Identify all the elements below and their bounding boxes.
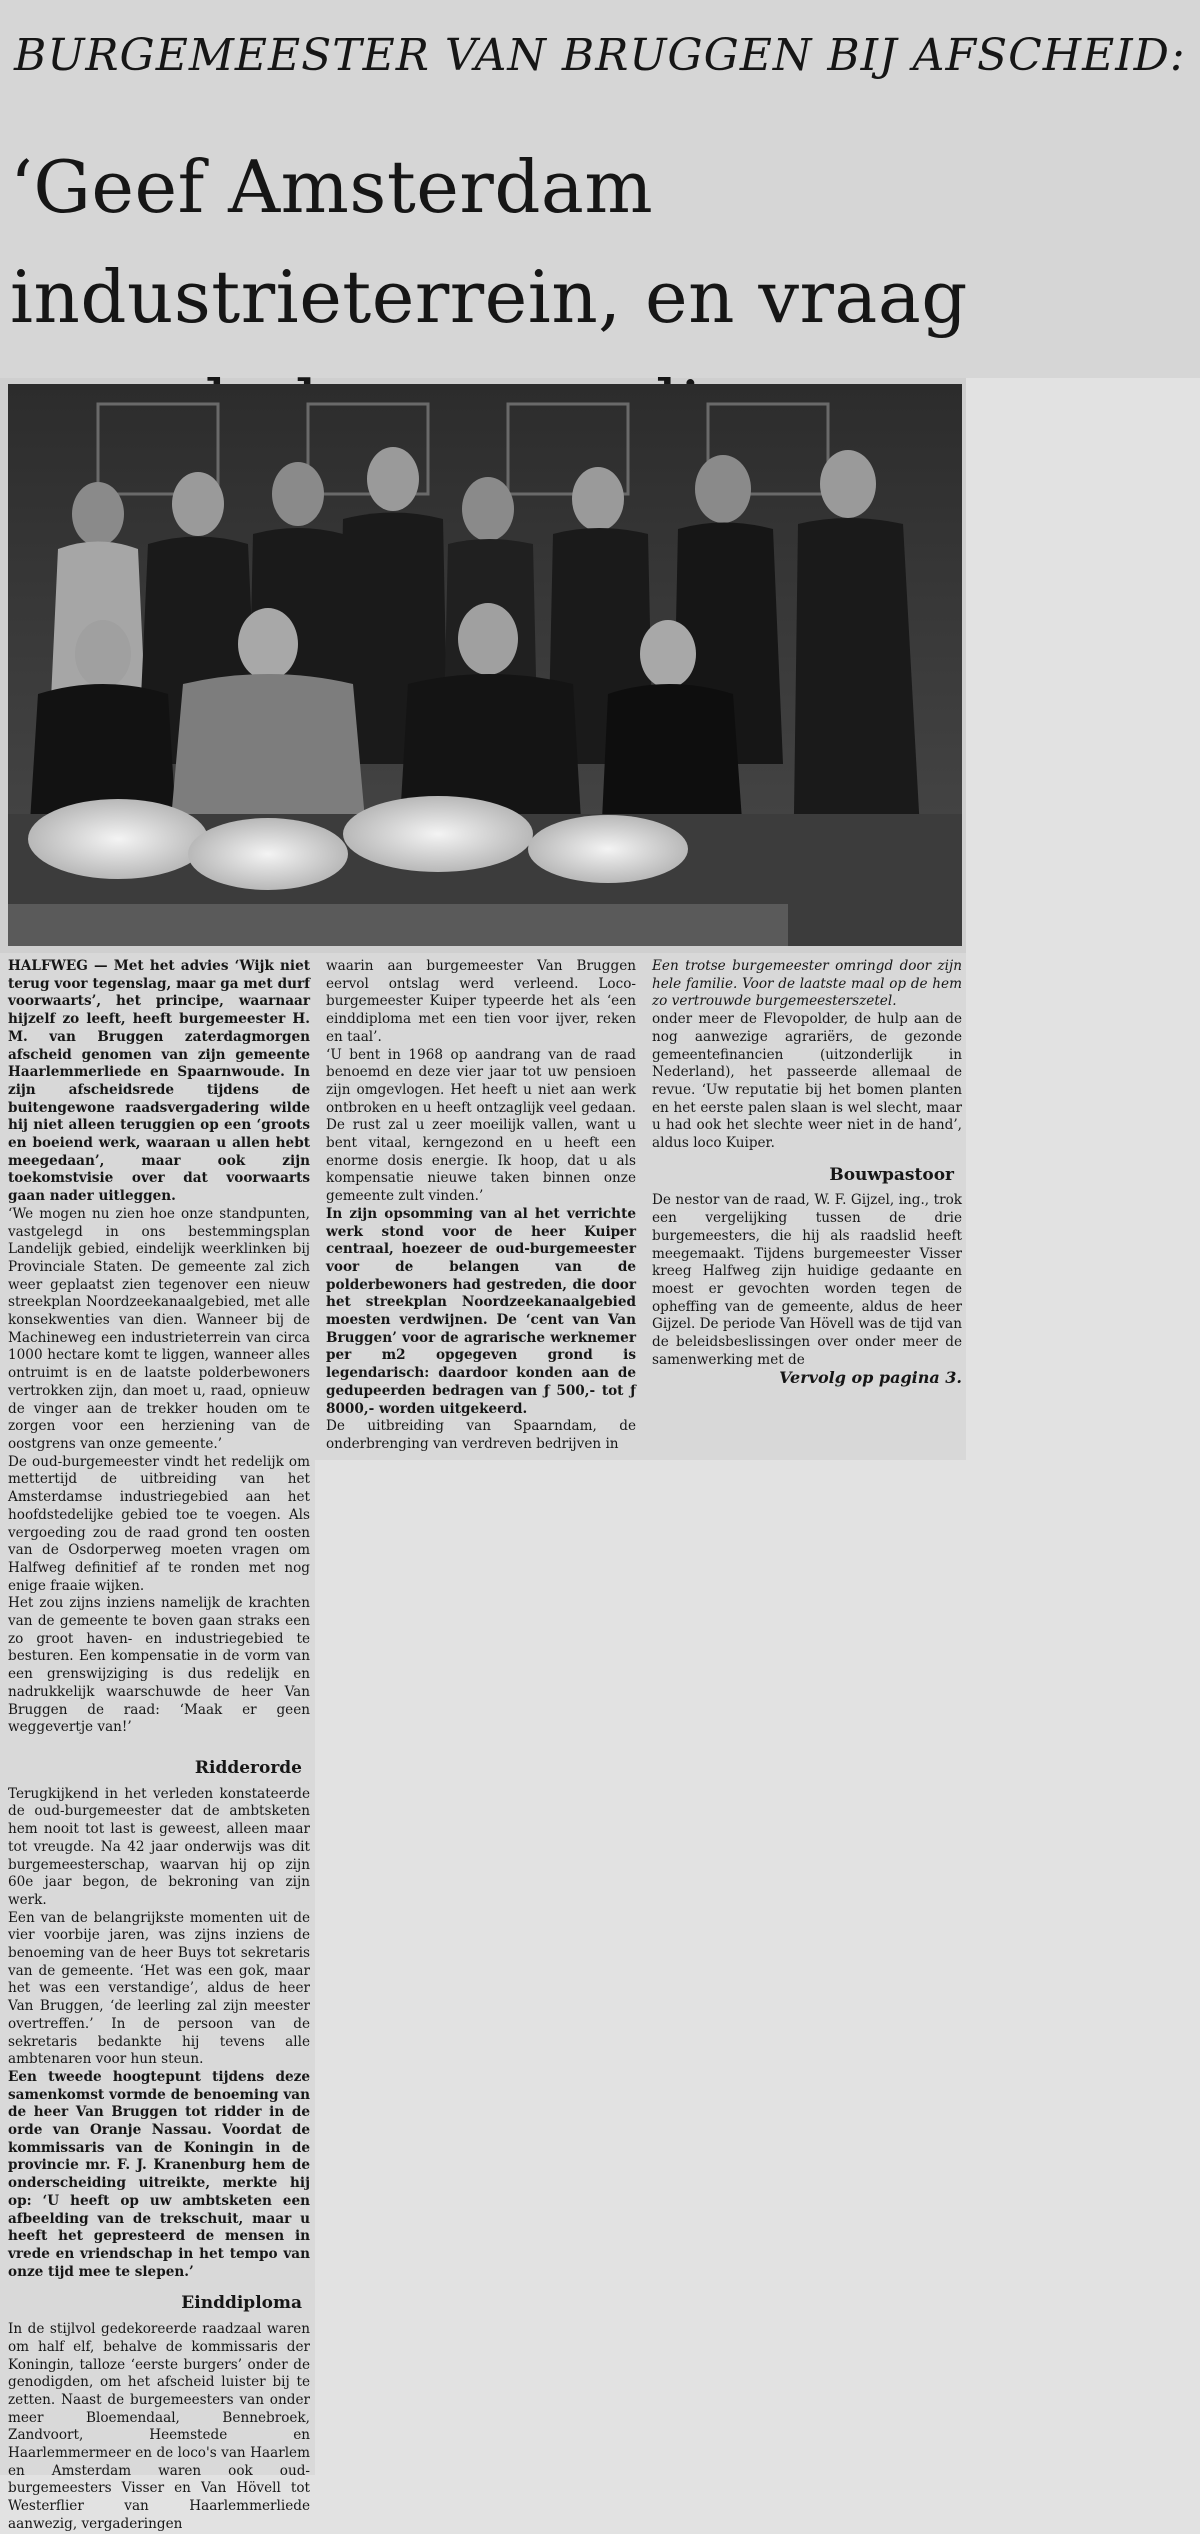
article-column-3 (652, 958, 962, 1387)
article-column-1 (8, 958, 310, 1737)
article-headline: ‘Geef Amsterdam industrieterrein, en vraag (10, 145, 968, 339)
subheading-bouwpastoor: Bouwpastoor (829, 1164, 954, 1185)
article-paragraph: Een van de belangrijkste momenten uit de vier voorbije jaren, was zijns inziens de benoeming van de heer Buys tot sekretaris van de gemeente. ‘Het was een gok, maar het was een verstandige’, aldus de heer Van Bruggen, ‘de leerling zal zijn meester overtreffen.’ In de persoon van de sekretaris bedankte hij tevens alle ambtenaren voor hun steun. (8, 1909, 310, 2068)
article-paragraph: ‘U bent in 1968 op aandrang van de raad benoemd en deze vier jaar tot uw pensioen zijn omgevlogen. Het heeft u niet aan werk ontbroken en u heeft ontzaglijk veel gedaan. De rust zal u zeer moeilijk vallen, want u bent vitaal, kerngezond en u heeft een enorme dosis energie. Ik hoop, dat u als kompensatie nieuwe taken binnen onze gemeente zult vinden.’ (326, 1046, 636, 1205)
article-paragraph: In de stijlvol gedekoreerde raadzaal waren om half elf, behalve de kommissaris der Koningin, talloze ‘eerste burgers’ onder de genodigden, om het afscheid luister bij te zetten. Naast de burgemeesters van onder meer Bloemendaal, Bennebroek, Zandvoort, Heemstede en Haarlemmermeer en de loco's van Haarlem en Amsterdam waren ook oud-burgemeesters Visser en Van Hövell tot Westerflier van Haarlemmerliede aanwezig, vergaderingen (8, 2321, 310, 2532)
subheading-ridderorde: Ridderorde (194, 1758, 302, 1778)
article-column-1-continued (8, 1746, 310, 2534)
article-paragraph: De oud-burgemeester vindt het redelijk om mettertijd de uitbreiding van het Amsterdamse industriegebied aan het hoofdstedelijke gebied toe te voegen. Als vergoeding zou de raad grond ten oosten van de Osdorperweg moeten vragen om Halfweg definitief af te ronden met nog enige fraaie wijken. (8, 1453, 310, 1594)
article-column-2 (326, 958, 636, 1454)
family-group-photo (8, 384, 962, 946)
article-paragraph-bold: In zijn opsomming van al het verrichte werk stond voor de heer Kuiper centraal, hoezeer de oud-burgemeester voor de belangen van de polderbewoners had gestreden, die door het streekplan Noordzeekanaalgebied moesten verdwijnen. De ‘cent van Van Bruggen’ voor de agrarische werknemer per m2 opgegeven grond is legendarisch: daardoor konden aan de gedupeerden bedragen van ƒ 500,- tot ƒ 8000,- worden uitgekeerd. (326, 1205, 636, 1417)
article-paragraph: Terugkijkend in het verleden konstateerde de oud-burgemeester dat de ambtsketen hem nooit tot last is geweest, alleen maar tot vreugde. Na 42 jaar onderwijs was dit burgemeesterschap, waarvan hij op zijn 60e jaar begon, de bekroning van zijn werk. (8, 1785, 310, 1908)
subheading-einddiploma: Einddiploma (181, 2293, 302, 2314)
article-paragraph: De nestor van de raad, W. F. Gijzel, ing., trok een vergelijking tussen de drie burgemeesters, die hij als raadslid heeft meegemaakt. Tijdens burgemeester Visser kreeg Halfweg zijn huidige gedaante en moest er gevochten worden tegen de opheffing van de gemeente, aldus de heer Gijzel. De periode Van Hövell was de tijd van de beleidsbeslissingen over onder meer de samenwerking met de (652, 1192, 962, 1368)
article-paragraph: Het zou zijns inziens namelijk de krachten van de gemeente te boven gaan straks een zo groot haven- en industriegebied te besturen. Een kompensatie in de vorm van een grenswijziging is dus redelijk en nadrukkelijk waarschuwde de heer Van Bruggen de raad: ‘Maak er geen weggevertje van!’ (8, 1595, 310, 1736)
photo-caption: Een trotse burgemeester omringd door zijn hele familie. Voor de laatste maal op de hem zo vertrouwde burgemeesterszetel. (652, 958, 962, 1010)
article-lead: HALFWEG — Met het advies ‘Wijk niet terug voor tegenslag, maar ga met durf voorwaarts’, het principe, waarnaar hijzelf zo leeft, heeft burgemeester H. M. van Bruggen zaterdagmorgen afscheid genomen van zijn gemeente Haarlemmerliede en Spaarnwoude. In zijn afscheidsrede tijdens de buitengewone raadsvergadering wilde hij niet alleen teruggien op een ‘groots en boeiend werk, waaraan u allen hebt meegedaan’, maar ook zijn toekomstvisie over dat voorwaarts gaan nader uitleggen. (8, 958, 310, 1205)
article-paragraph-bold: Een tweede hoogtepunt tijdens deze samenkomst vormde de benoeming van de heer Van Bruggen tot ridder in de orde van Oranje Nassau. Voordat de kommissaris van de Koningin in de provincie mr. F. J. Kranenburg hem de onderscheiding uitreikte, merkte hij op: ‘U heeft op uw ambtsketen een afbeelding van de trekschuit, maar u heeft het gepresteerd de mensen in vrede en vriendschap in het tempo van onze tijd mee te slepen.’ (8, 2068, 310, 2280)
article-kicker: BURGEMEESTER VAN BRUGGEN BIJ AFSCHEID: (14, 30, 1186, 81)
continued-on-page-note: Vervolg op pagina 3. (779, 1368, 962, 1388)
article-paragraph: De uitbreiding van Spaarndam, de onderbrenging van verdreven bedrijven in (326, 1418, 636, 1452)
article-paragraph: onder meer de Flevopolder, de hulp aan de nog aanwezige agrariërs, de gezonde gemeentefinancien (uitzonderlijk in Nederland), het passeerde allemaal de revue. ‘Uw reputatie bij het bomen planten en het eerste palen slaan is wel slecht, maar u had ook het slechte weer niet in de hand’, aldus loco Kuiper. (652, 1011, 962, 1152)
article-paragraph: waarin aan burgemeester Van Bruggen eervol ontslag werd verleend. Loco-burgemeester Kuiper typeerde het als ‘een einddiploma met een tien voor ijver, reken en taal’. (326, 958, 636, 1045)
article-paragraph: ‘We mogen nu zien hoe onze standpunten, vastgelegd in ons bestemmingsplan Landelijk gebied, eindelijk weerklinken bij Provinciale Staten. De gemeente zal zich weer geplaatst zien tegenover een nieuw streekplan Noordzeekanaalgebied, met alle konsekwenties van dien. Wanneer bij de Machineweg een industrieterrein van circa 1000 hectare komt te liggen, wanneer alles ontruimt is en de laatste polderbewoners vertrokken zijn, dan moet u, raad, opnieuw de vinger aan de trekker houden om te zorgen voor een herziening van de oostgrens van onze gemeente.’ (8, 1205, 310, 1452)
